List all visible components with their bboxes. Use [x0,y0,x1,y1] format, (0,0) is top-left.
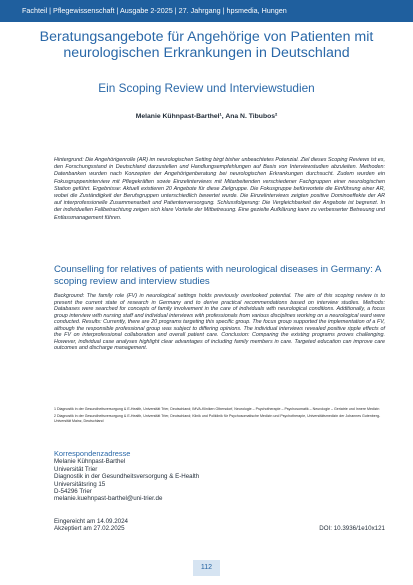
contact-institution: Universität Trier [54,465,98,473]
contact-heading: Korrespondenzadresse [54,449,131,458]
author-line: Melanie Kühnpast-Barthel¹, Ana N. Tibubos² [135,113,278,120]
accepted-date: Akzeptiert am 27.02.2025 [54,525,125,533]
article-title: Beratungsangebote für Angehörige von Patienten mit neurologischen Erkrankungen in Deutschland [39,29,374,61]
contact-department: Diagnostik in der Gesundheitsversorgung & E-Health [54,473,200,481]
article-subtitle: Ein Scoping Review und Interviewstudien [98,81,315,95]
contact-email[interactable]: melanie.kuehnpast-barthel@uni-trier.de [54,495,163,503]
abstract-english: Background: The family role (FV) in neurological settings holds previously overlooked potential. The aim of this scoping review is to present the current state of research in Germany and to derive practical recommendations based on interview studies. Methods: Databases were searched for concepts of family involvement in the care of individuals with neurological conditions. Additionally, a focus group interview with nursing staff and individual interviews with professionals from various disciplines working on a neurological ward were conducted. Results: Currently, there are 20 programs targeting this specific group. The focus group supported the implementation of a FV, although the responsible professional group was subject to differing opinions. The individual interviews revealed positive ripple effects of the FV on interprofessional collaboration and overall patient care. Conclusion: Comparing the existing programs proves challenging. However, individual case analyses highlight clear advantages of including family members in care. Targeted education can improve care outcomes and discharge management. [54,293,385,352]
contact-street: Universitätsring 15 [54,480,106,488]
abstract-german: Hintergrund: Die Angehörigenrolle (AR) im neurologischen Setting birgt bisher unbeachtetes Potenzial. Ziel dieses Scoping Reviews ist es, den Forschungsstand in Deutschland darzustellen und Handlungsempfehlungen auf Basis von Interviewstudien abzuleiten. Methoden: Datenbanken wurden nach Konzepten der Angehörigenberatung bei neurologischen Erkrankungen durchsucht. Zudem wurden ein Fokusgruppeninterview mit Pflegekräften sowie Einzelinterviews mit Mitarbeitenden verschiedener Fachgruppen einer neurologischen Station geführt. Ergebnisse: Aktuell existieren 20 Angebote für diese Zielgruppe. Die Fokusgruppe befürwortete die Einführung einer AR, wobei die Zuständigkeit der Berufsgruppen unterschiedlich bewertet wurde. Die Einzelinterviews zeigten positive Dominoeffekte der AR auf interprofessionelle Zusammenarbeit und Patientenversorgung. Schlussfolgerung: Die Vergleichbarkeit der Angebote ist begrenzt. In der individuellen Fallbetrachtung zeigen sich klare Vorteile der Mitbetreuung. Eine gezielte Aufklärung kann zu verbesserter Betreuung und Entlassmanagement führen. [54,157,385,221]
footnote-1: 1 Diagnostik in der Gesundheitsversorgung & E-Health, Universität Trier, Deutschland; IMVA-Kliniken Olbersdorf, Neurologie – Psychotherapie – Psychosomatik – Neurologie – Geriatrie und Innere Medizin [54,407,380,411]
page-number: 112 [193,560,220,576]
affiliation-footnotes [54,407,385,427]
english-title: Counselling for relatives of patients with neurological diseases in Germany: A scoping review and interview studies [54,264,381,287]
submission-dates [54,518,128,533]
journal-info: Fachteil | Pflegewissenschaft | Ausgabe 2-2025 | 27. Jahrgang | hpsmedia, Hungen [22,6,287,15]
contact-name: Melanie Kühnpast-Barthel [54,458,126,466]
correspondence-address [54,450,385,503]
journal-header-bar [0,0,413,22]
doi[interactable]: DOI: 10.3936/1e10x121 [319,525,385,532]
received-date: Eingereicht am 14.09.2024 [54,518,128,525]
footnote-2: 2 Diagnostik in der Gesundheitsversorgung & E-Health, Universität Trier, Deutschland; Klinik und Poliklinik für Psychosomatische Medizin und Psychotherapie, Universitätsmedizin der Johannes Gutenberg-Universität Mainz, Deutschland [54,414,381,424]
contact-city: D-54296 Trier [54,488,92,496]
